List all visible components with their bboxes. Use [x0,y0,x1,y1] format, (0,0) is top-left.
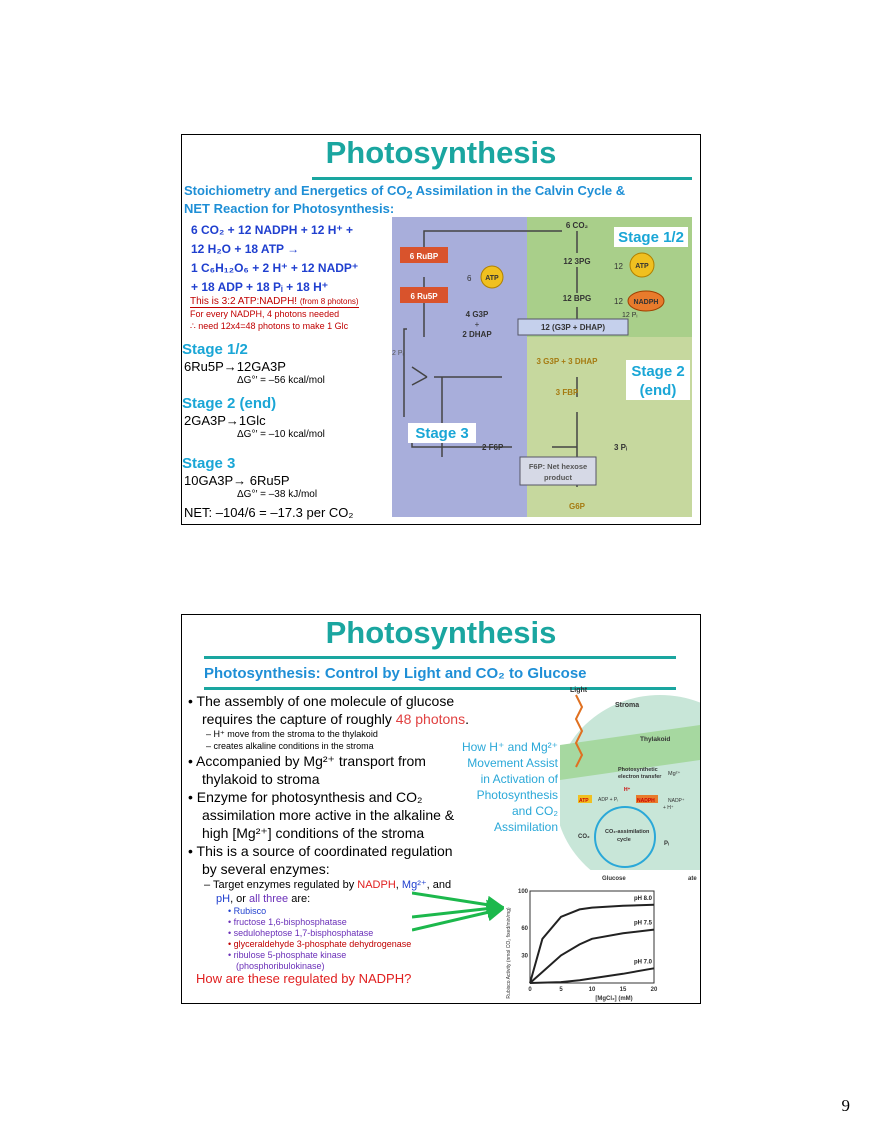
how-label [450,739,558,835]
atp-label-left: ATP [485,275,499,282]
mg-fig-label: Mg²⁺ [668,771,681,777]
plus-label: + [474,320,480,329]
twelve-b-label: 12 [614,297,623,306]
bullet-4-line-a: This is a source of coordinated regulation [196,843,453,859]
subtitle-line2: NET Reaction for Photosynthesis: [184,201,395,216]
thylakoid-label: Thylakoid [640,736,671,743]
how-line-6: Assimilation [493,820,558,834]
slide-title: Photosynthesis [325,135,557,170]
stage-2-label: Stage 2 (end) [182,395,277,412]
stage-1-2-label: Stage 1/2 [182,341,248,358]
slide-photosynthesis-control [181,614,701,1004]
bullet-2-line-a: Accompanied by Mg²⁺ transport from [196,753,426,769]
twelve-a-label: 12 [614,262,623,271]
sub-bullet-2: – creates alkaline conditions in the stroma [206,741,374,751]
stage-3-dg: ΔG°′ = –38 kJ/mol [237,489,318,500]
g3p3-label: 3 G3P + 3 DHAP [536,357,598,366]
title-underline [312,177,692,180]
enzyme-5: • ribulose 5-phosphate kinase [228,950,347,960]
co2-label: 6 CO₂ [565,221,589,230]
slide-subtitle [184,183,625,202]
y-tick-label: 60 [521,925,528,932]
bullet-1-line-a: The assembly of one molecule of glucose [196,693,455,709]
arrow-rubisco [412,893,502,907]
equation-line-1: 6 CO₂ + 12 NADPH + 12 H⁺ + [191,223,354,237]
x-tick-label: 15 [619,987,627,993]
rubp-label: 6 RuBP [409,252,439,261]
enzyme-4: • glyceraldehyde 3-phosphate dehydrogenase [228,939,412,949]
chloroplast-figure [560,685,700,885]
regulation-arrows [412,885,512,945]
stage-2-reaction: 2GA3P→1Glc [184,413,266,428]
bullet-1: • The assembly of one molecule of glucose [188,693,455,709]
stage-1-2-reaction: 6Ru5P→12GA3P [184,359,286,374]
bullet-1-period: . [465,711,469,727]
stage-3-reaction: 10GA3P→ 6Ru5P [184,473,290,488]
all-three-word: all three [249,893,289,905]
stage-2-tag-text-b: (end) [639,382,677,399]
x-tick-label: 0 [528,987,532,993]
stage-3-label: Stage 3 [182,455,236,472]
x-tick-label: 20 [650,987,658,993]
pi2-label: 2 Pᵢ [392,350,404,357]
stage-1-2-dg: ΔG°′ = –56 kcal/mol [237,375,325,386]
light-label: Light [570,687,588,694]
nadp-fig-label: NADP⁺ [668,798,685,804]
chart-background [504,883,700,1003]
equation-line-3: 1 C₆H₁₂O₆ + 2 H⁺ + 12 NADP⁺ [191,261,359,275]
cycle-label-1: CO₂-assimilation [605,829,650,835]
bullet-3-line-b: assimilation more active in the alkaline & [202,807,455,823]
how-line-1: How H⁺ and Mg²⁺ [461,740,558,754]
net-energy: NET: –104/6 = –17.3 per CO₂ [184,505,354,520]
fbp3-label: 3 FBP [555,388,579,397]
mg-word: Mg²⁺ [401,879,427,891]
calvin-cycle-diagram [392,217,692,517]
enzyme-4-text: glyceraldehyde 3-phosphate dehydrogenase [233,939,412,949]
x-tick-label: 10 [588,987,596,993]
enzyme-5-subtext: (phosphoribulokinase) [236,961,325,971]
stage-1-2-tag-text: Stage 1/2 [618,229,684,246]
atp-label-right: ATP [635,263,649,270]
adp-fig-label: ADP + Pᵢ [598,797,619,803]
g6p-label: G6P [568,502,586,511]
hplus2-fig-label: + H⁺ [663,805,674,811]
how-line-2: Movement Assist [467,756,558,770]
enzyme-2-text: fructose 1,6-bisphosphatase [233,917,347,927]
ru5p-label: 6 Ru5P [410,292,438,301]
sub-bullet-1: – H⁺ move from the stroma to the thylakoid [206,729,378,739]
net-equation [191,221,358,297]
slide-calvin-stoichiometry [181,134,701,525]
bullet-4: • This is a source of coordinated regulation [188,843,453,859]
f6p2-label: 2 F6P [482,443,504,452]
y-tick-label: 30 [521,953,528,960]
ratio-note [190,296,359,308]
or-word: , or [230,893,250,905]
ph-word: pH [216,893,231,905]
pg-label: 12 3PG [563,257,591,266]
title-underline [204,656,676,659]
comma: , [395,879,402,891]
how-line-5: and CO₂ [511,804,558,818]
pi-fig-label: Pᵢ [664,841,669,847]
stroma-label: Stroma [615,702,640,709]
ratio-note-text: This is 3:2 ATP:NADPH! [190,296,298,307]
nadph-word: NADPH [357,879,396,891]
bullet-1-line-b: requires the capture of roughly [202,711,396,727]
bpg-label: 12 BPG [562,294,592,303]
enzyme-5-text: ribulose 5-phosphate kinase [233,950,347,960]
enzyme-2: • fructose 1,6-bisphosphatase [228,917,347,927]
co2-fig-label: CO₂ [578,834,590,840]
nadph-fig-label: NADPH [637,798,655,804]
subtitle-sub: 2 [406,189,413,202]
hplus-fig-label: H⁺ [624,787,631,793]
pi3-label: 3 Pᵢ [614,443,628,452]
bullet-1-cont [188,710,469,728]
atp-fig-label: ATP [579,798,589,804]
f6p-net-label-1: F6P: Net hexose [528,462,588,471]
enzyme-3: • seduloheptose 1,7-bisphosphatase [228,928,374,938]
subtitle-text-b: Assimilation in the Calvin Cycle & [412,183,626,198]
pi12-label: 12 Pᵢ [622,312,638,319]
page-number: 9 [841,1096,850,1115]
ratio-note-small: (from 8 photons) [299,297,359,306]
series-label: pH 7.0 [633,959,652,966]
cycle-label-2: cycle [617,837,631,843]
pet-label-1: Photosynthetic [618,767,658,773]
f6p-net-label-2: product [544,473,572,482]
glucose-fig-label: Glucose [602,876,626,882]
rubisco-activity-chart [504,883,700,1003]
are-word: are: [288,893,311,905]
question-text: How are these regulated by NADPH? [196,971,412,986]
stage-2-tag-text-a: Stage 2 [631,363,685,380]
bullet-4-line-b: by several enzymes: [202,861,330,877]
how-line-3: in Activation of [480,772,558,786]
six-label: 6 [467,274,472,283]
how-line-4: Photosynthesis [476,788,558,802]
enzyme-3-text: seduloheptose 1,7-bisphosphatase [233,928,374,938]
slide-title: Photosynthesis [325,615,557,650]
series-label: pH 8.0 [633,895,652,902]
chart-ylabel: Rubisco Activity (nmol CO₂ fixed/min/mg) [506,907,512,999]
stage-2-dg: ΔG°′ = –10 kcal/mol [237,429,325,440]
equation-line-4: + 18 ADP + 18 Pᵢ + 18 H⁺ [191,280,329,294]
and-word: , and [426,879,452,891]
stage-3-tag-text: Stage 3 [415,425,469,442]
photons-highlight: 48 photons [395,711,466,727]
g3p-dhap-label: 12 (G3P + DHAP) [540,323,606,332]
bullet-3: • Enzyme for photosynthesis and CO₂ [188,789,423,805]
equation-line-2: 12 H₂O + 18 ATP → [191,242,300,256]
bullet-2: • Accompanied by Mg²⁺ transport from [188,753,426,769]
dhap2-label: 2 DHAP [462,330,492,339]
photon-note-2: ∴ need 12x4=48 photons to make 1 Glc [190,321,349,331]
subtitle-text-a: Stoichiometry and Energetics of CO [184,183,407,198]
g3p4-label: 4 G3P [465,310,489,319]
series-label: pH 7.5 [633,920,652,927]
bullet-3-line-c: high [Mg²⁺] conditions of the stroma [202,825,425,841]
photon-note-1: For every NADPH, 4 photons needed [190,309,340,319]
chart-xlabel: [MgCl₂] (mM) [595,996,633,1002]
target-text: – Target enzymes regulated by [204,879,358,891]
bullet-2-line-b: thylakoid to stroma [202,771,320,787]
x-tick-label: 5 [559,987,563,993]
slide-subtitle: Photosynthesis: Control by Light and CO₂ to Glucose [204,665,587,682]
nadph-label: NADPH [633,299,659,306]
bullet-3-line-a: Enzyme for photosynthesis and CO₂ [196,789,423,805]
enzyme-1: • Rubisco [228,906,267,916]
y-tick-label: 100 [517,889,528,895]
ate-fig-label: ate [688,876,697,882]
pet-label-2: electron transfer [618,774,662,780]
enzyme-1-text: Rubisco [233,906,267,916]
